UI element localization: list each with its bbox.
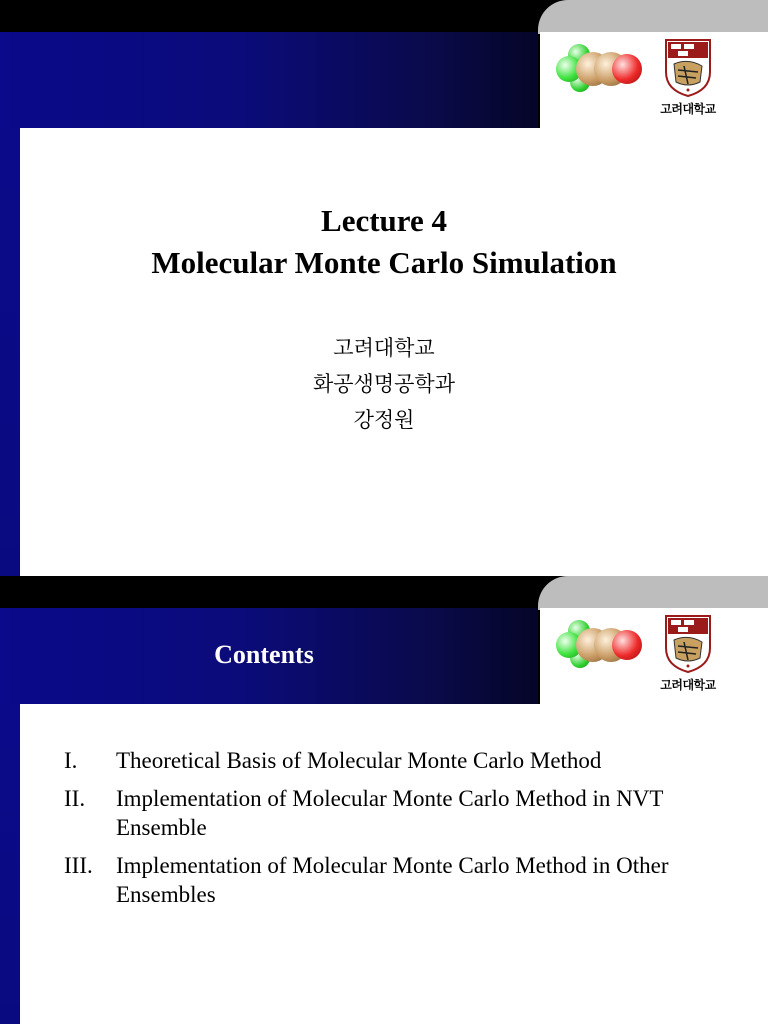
left-edge-bar xyxy=(0,704,20,1024)
author-name: 강정원 xyxy=(353,408,415,432)
list-item-number: III. xyxy=(64,853,93,878)
slide-contents xyxy=(0,576,768,1024)
title-line-1: Lecture 4 xyxy=(321,203,447,238)
list-item-number: I. xyxy=(64,748,78,773)
korea-university-crest-icon xyxy=(664,614,712,674)
lecture-title xyxy=(20,200,748,284)
list-item-number: II. xyxy=(64,786,86,811)
author-university: 고려대학교 xyxy=(333,336,435,360)
list-item xyxy=(64,784,724,842)
molecule-icon xyxy=(556,620,644,670)
korea-university-crest-icon xyxy=(664,38,712,98)
university-name-logo: 고려대학교 xyxy=(660,678,716,692)
molecule-icon xyxy=(556,44,644,94)
contents-title: Contents xyxy=(214,640,314,669)
logo-tab xyxy=(538,576,768,610)
contents-list xyxy=(64,746,724,918)
logo-tab xyxy=(538,0,768,34)
author-info xyxy=(20,330,748,438)
author-department: 화공생명공학과 xyxy=(312,372,455,396)
university-name-logo: 고려대학교 xyxy=(660,102,716,116)
list-item-text: Implementation of Molecular Monte Carlo Method in Other Ensembles xyxy=(116,853,669,907)
list-item-text: Theoretical Basis of Molecular Monte Carlo Method xyxy=(116,748,602,773)
list-item xyxy=(64,746,724,775)
list-item xyxy=(64,851,724,909)
title-line-2: Molecular Monte Carlo Simulation xyxy=(151,245,617,280)
list-item-text: Implementation of Molecular Monte Carlo Method in NVT Ensemble xyxy=(116,786,663,840)
left-edge-bar xyxy=(0,128,20,576)
header-band xyxy=(0,32,538,128)
